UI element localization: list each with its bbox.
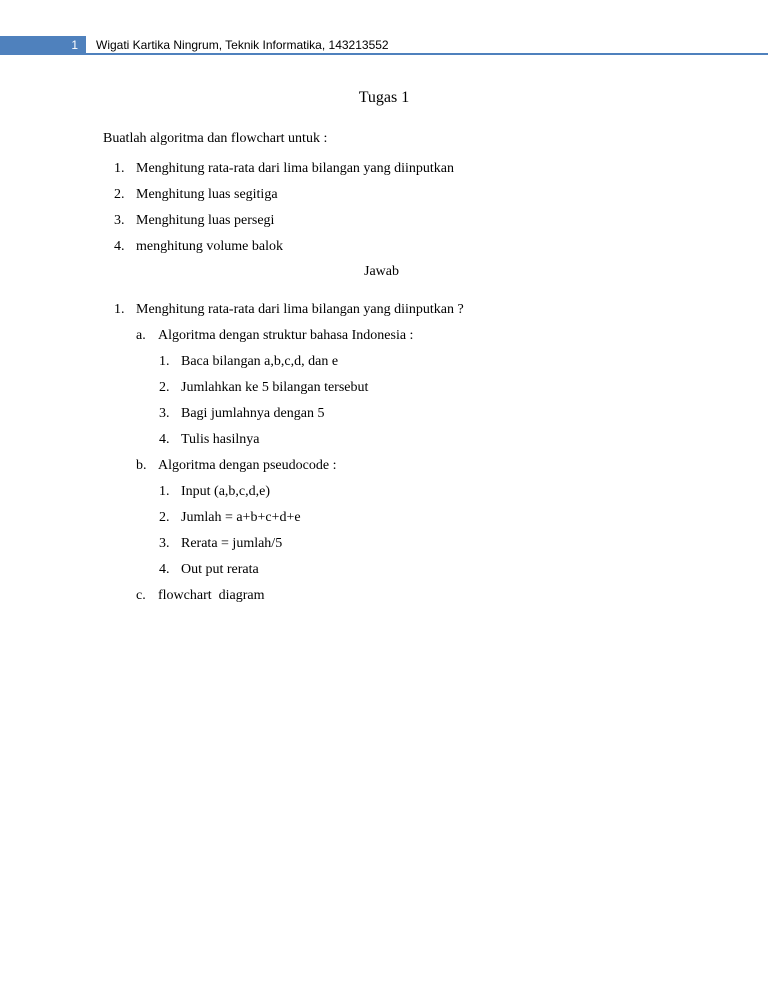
step-text: Bagi jumlahnya dengan 5 (181, 406, 325, 421)
task-item: menghitung volume balok (136, 239, 283, 254)
step-text: Jumlahkan ke 5 bilangan tersebut (181, 380, 369, 395)
part-letter: b. (136, 458, 147, 473)
title-text: Tugas 1 (358, 89, 410, 106)
step-text: Baca bilangan a,b,c,d, dan e (181, 354, 339, 369)
step-text: Input (a,b,c,d,e) (181, 484, 271, 499)
step-number: 1. (159, 484, 170, 499)
step-number: 1. (159, 354, 170, 369)
page-header (0, 36, 768, 57)
step-number: 4. (159, 432, 170, 447)
step-number: 4. (159, 562, 170, 577)
step-number: 3. (159, 406, 170, 421)
step-number: 2. (159, 510, 170, 525)
step-text: Jumlah = a+b+c+d+e (181, 510, 301, 525)
task-item: Menghitung luas persegi (136, 213, 275, 228)
page-number: 1 (0, 36, 86, 55)
task-number: 1. (114, 161, 125, 176)
task-item: Menghitung luas segitiga (136, 187, 278, 202)
answer-number: 1. (114, 302, 125, 317)
step-number: 2. (159, 380, 170, 395)
task-number: 2. (114, 187, 125, 202)
page-title (0, 89, 768, 107)
intro-text: Buatlah algoritma dan flowchart untuk : (103, 131, 328, 146)
part-label: flowchart diagram (158, 588, 265, 603)
task-number: 4. (114, 239, 125, 254)
answer-question: Menghitung rata-rata dari lima bilangan yang diinputkan ? (136, 302, 464, 317)
task-number: 3. (114, 213, 125, 228)
step-text: Out put rerata (181, 562, 259, 577)
part-label: Algoritma dengan pseudocode : (158, 458, 337, 473)
running-title: Wigati Kartika Ningrum, Teknik Informatika, 143213552 (96, 38, 389, 52)
step-text: Rerata = jumlah/5 (181, 536, 283, 551)
answer-heading: Jawab (364, 264, 399, 279)
part-letter: a. (136, 328, 146, 343)
part-letter: c. (136, 588, 146, 603)
task-item: Menghitung rata-rata dari lima bilangan yang diinputkan (136, 161, 455, 176)
step-text: Tulis hasilnya (181, 432, 260, 447)
part-label: Algoritma dengan struktur bahasa Indonesia : (158, 328, 414, 343)
step-number: 3. (159, 536, 170, 551)
